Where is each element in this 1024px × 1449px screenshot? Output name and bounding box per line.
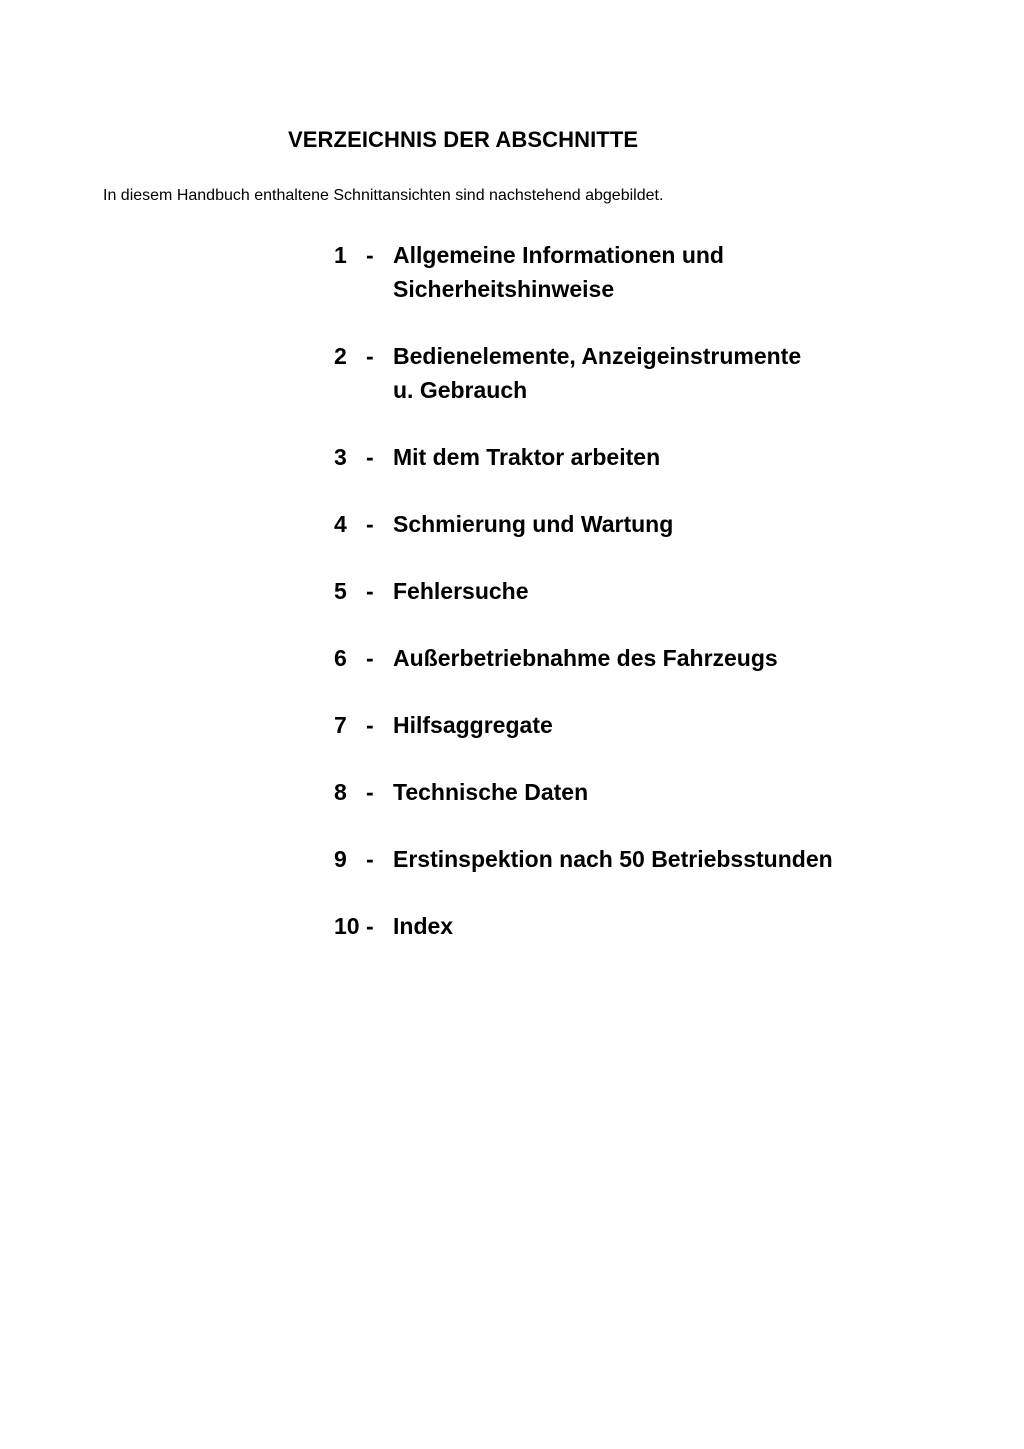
toc-item-5 — [334, 574, 974, 608]
toc-item-title — [393, 574, 974, 608]
toc-item-number: 8 — [334, 779, 347, 805]
toc-item-title — [393, 775, 974, 809]
toc-item-3 — [334, 440, 974, 474]
toc-item-separator: - — [366, 846, 374, 872]
toc-item-6 — [334, 641, 974, 675]
toc-item-10 — [334, 909, 974, 943]
toc-item-number: 5 — [334, 578, 347, 604]
toc-item-4 — [334, 507, 974, 541]
toc-item-separator: - — [366, 343, 374, 369]
toc-item-title — [393, 909, 974, 943]
toc-item-separator: - — [366, 779, 374, 805]
toc-item-number: 10 — [334, 913, 360, 939]
toc-item-8 — [334, 775, 974, 809]
toc-item-title-line: Erstinspektion nach 50 Betriebsstunden — [393, 846, 833, 872]
toc-item-separator: - — [366, 444, 374, 470]
toc-item-title-line: Hilfsaggregate — [393, 712, 553, 738]
toc-item-7 — [334, 708, 974, 742]
toc-item-separator: - — [366, 242, 374, 268]
toc-item-number: 2 — [334, 343, 347, 369]
toc-item-separator: - — [366, 913, 374, 939]
toc-item-title-line: Mit dem Traktor arbeiten — [393, 444, 661, 470]
toc-item-title-line: Bedienelemente, Anzeigeinstrumente — [393, 343, 802, 369]
toc-item-separator: - — [366, 578, 374, 604]
page-title: VERZEICHNIS DER ABSCHNITTE — [288, 127, 639, 152]
toc-item-title-line: Schmierung und Wartung — [393, 511, 674, 537]
toc-item-title-line: Sicherheitshinweise — [393, 276, 615, 302]
toc-item-title-line: Allgemeine Informationen und — [393, 242, 724, 268]
toc-item-number: 3 — [334, 444, 347, 470]
toc-item-title-line: Index — [393, 913, 454, 939]
toc-item-title — [393, 440, 974, 474]
toc-item-title-line: Außerbetriebnahme des Fahrzeugs — [393, 645, 778, 671]
toc-item-9 — [334, 842, 974, 876]
intro-text: In diesem Handbuch enthaltene Schnittansichten sind nachstehend abgebildet. — [103, 187, 664, 204]
toc-item-title — [393, 339, 974, 407]
toc-item-title-line: Technische Daten — [393, 779, 589, 805]
toc-item-number: 6 — [334, 645, 347, 671]
toc-item-separator: - — [366, 511, 374, 537]
toc-item-1 — [334, 238, 974, 306]
toc-item-title — [393, 238, 974, 306]
toc-item-title — [393, 641, 974, 675]
toc-item-title — [393, 507, 974, 541]
table-of-contents — [334, 238, 974, 976]
toc-item-2 — [334, 339, 974, 407]
toc-item-title-line: Fehlersuche — [393, 578, 529, 604]
toc-item-separator: - — [366, 712, 374, 738]
toc-item-number: 7 — [334, 712, 347, 738]
toc-item-number: 1 — [334, 242, 347, 268]
toc-item-title — [393, 708, 974, 742]
toc-item-title — [393, 842, 974, 876]
toc-item-number: 4 — [334, 511, 347, 537]
toc-item-number: 9 — [334, 846, 347, 872]
toc-item-title-line: u. Gebrauch — [393, 377, 528, 403]
toc-item-separator: - — [366, 645, 374, 671]
